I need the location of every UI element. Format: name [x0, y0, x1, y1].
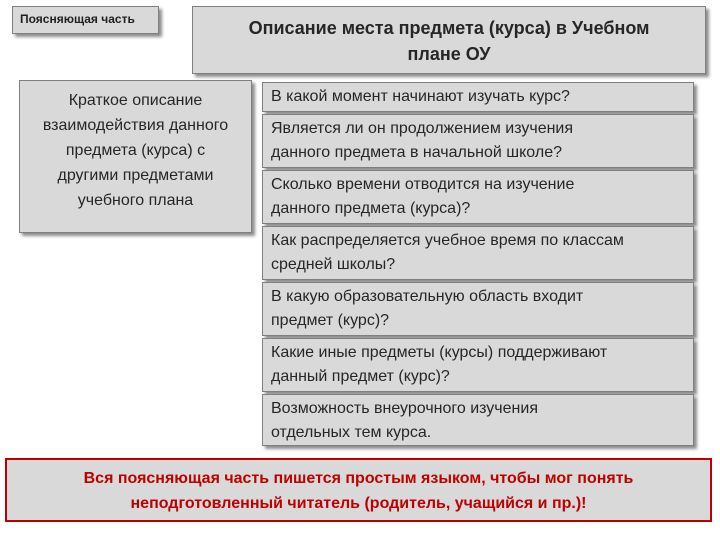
question-line: данного предмета (курса)?	[271, 200, 471, 217]
question-line: Возможность внеурочного изучения	[271, 400, 538, 417]
question-line: Как распределяется учебное время по классам	[271, 232, 624, 249]
summary-line: другими предметами	[57, 167, 214, 184]
question-line: отдельных тем курса.	[271, 424, 432, 441]
summary-box	[19, 80, 252, 233]
note-line: Вся поясняющая часть пишется простым языком, чтобы мог понять	[83, 470, 634, 487]
slide-title	[192, 6, 706, 74]
question-line: Является ли он продолжением изучения	[271, 120, 574, 137]
question-box-1	[262, 82, 694, 112]
question-box-7	[262, 394, 694, 446]
question-box-4	[262, 226, 694, 280]
question-line: В какой момент начинают изучать курс?	[271, 88, 570, 105]
question-box-3	[262, 170, 694, 224]
question-line: средней школы?	[271, 256, 396, 273]
summary-line: взаимодействия данного	[42, 117, 229, 134]
title-line: Описание места предмета (курса) в Учебном	[248, 18, 650, 38]
note-line: неподготовленный читатель (родитель, учащийся и пр.)!	[130, 495, 587, 512]
question-box-2	[262, 114, 694, 168]
section-tag-text: Поясняющая часть	[20, 12, 135, 26]
question-box-5	[262, 282, 694, 336]
question-line: Сколько времени отводится на изучение	[271, 176, 575, 193]
question-line: данного предмета в начальной школе?	[271, 144, 562, 161]
question-line: В какую образовательную область входит	[271, 288, 584, 305]
warning-note	[5, 458, 712, 522]
title-line: плане ОУ	[407, 44, 491, 64]
summary-line: учебного плана	[77, 192, 194, 209]
section-tag	[12, 6, 159, 34]
question-line: данный предмет (курс)?	[271, 368, 450, 385]
question-box-6	[262, 338, 694, 392]
summary-line: предмета (курса) с	[65, 142, 206, 159]
question-line: Какие иные предметы (курсы) поддерживают	[271, 344, 608, 361]
summary-line: Краткое описание	[68, 92, 203, 109]
question-line: предмет (курс)?	[271, 312, 390, 329]
